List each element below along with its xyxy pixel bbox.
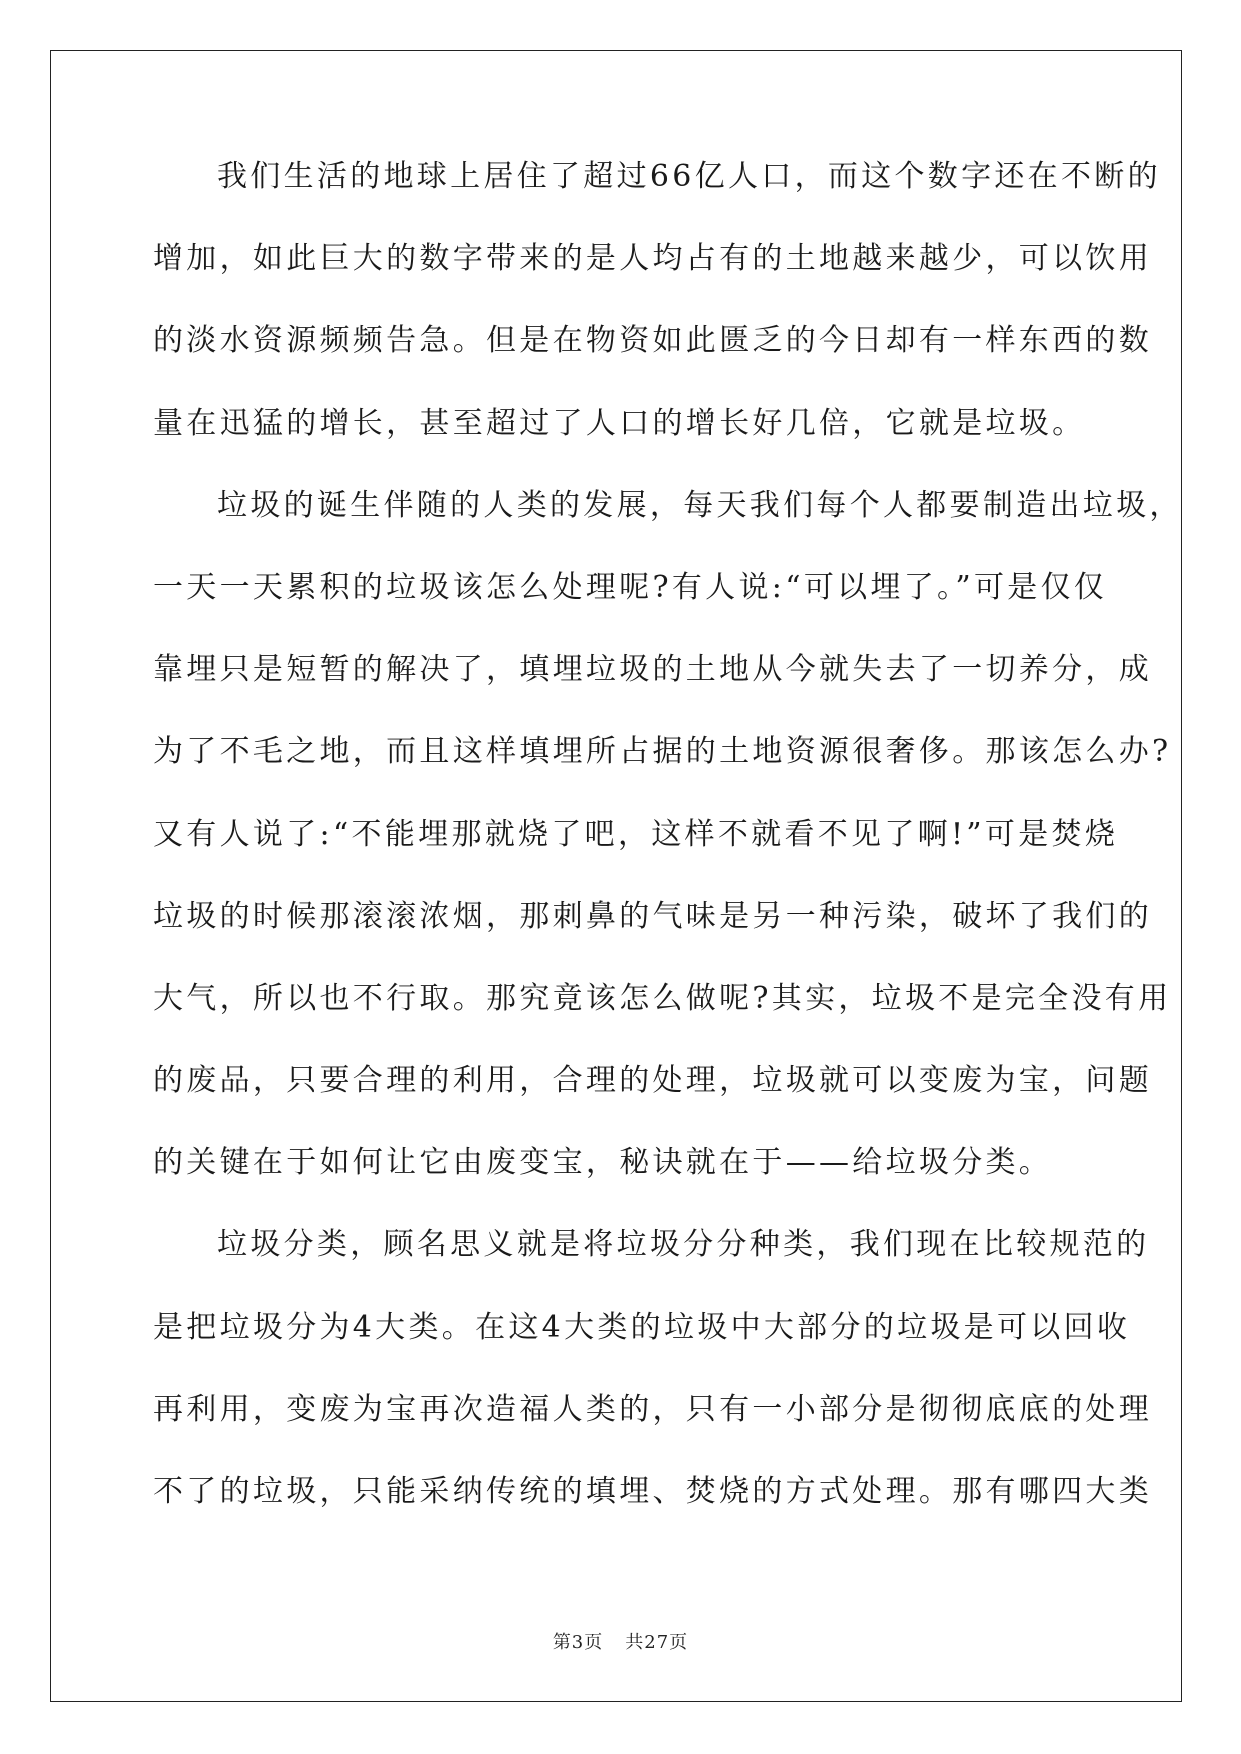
page-total: 共27页 bbox=[625, 1632, 689, 1653]
text-line: 垃圾的诞生伴随的人类的发展，每天我们每个人都要制造出垃圾， bbox=[217, 487, 1183, 523]
text-line: 不了的垃圾，只能采纳传统的填埋、焚烧的方式处理。那有哪四大类 bbox=[153, 1474, 1152, 1509]
text-line: 的废品，只要合理的利用，合理的处理，垃圾就可以变废为宝，问题 bbox=[153, 1063, 1152, 1099]
text-line: 为了不毛之地，而且这样填埋所占据的土地资源很奢侈。那该怎么办? bbox=[153, 734, 1172, 770]
text-line: 的淡水资源频频告急。但是在物资如此匮乏的今日却有一样东西的数 bbox=[153, 323, 1152, 359]
page-footer bbox=[0, 1628, 1241, 1654]
text-line: 量在迅猛的增长，甚至超过了人口的增长好几倍，它就是垃圾。 bbox=[153, 405, 1086, 441]
text-line: 垃圾分类，顾名思义就是将垃圾分分种类，我们现在比较规范的 bbox=[217, 1227, 1150, 1263]
text-line: 我们生活的地球上居住了超过66亿人口，而这个数字还在不断的 bbox=[217, 159, 1161, 194]
text-line: 又有人说了:“不能埋那就烧了吧，这样不就看不见了啊!”可是焚烧 bbox=[153, 816, 1119, 852]
text-line: 一天一天累积的垃圾该怎么处理呢?有人说:“可以埋了。”可是仅仅 bbox=[153, 569, 1108, 605]
text-line: 垃圾的时候那滚滚浓烟，那刺鼻的气味是另一种污染，破坏了我们的 bbox=[153, 898, 1152, 934]
text-line: 大气，所以也不行取。那究竟该怎么做呢?其实，垃圾不是完全没有用 bbox=[153, 980, 1172, 1016]
page-number: 第3页 bbox=[552, 1632, 604, 1653]
text-line: 再利用，变废为宝再次造福人类的，只有一小部分是彻彻底底的处理 bbox=[153, 1391, 1152, 1427]
text-line: 靠埋只是短暂的解决了，填埋垃圾的土地从今就失去了一切养分，成 bbox=[153, 652, 1152, 688]
text-line: 增加，如此巨大的数字带来的是人均占有的土地越来越少，可以饮用 bbox=[153, 241, 1152, 277]
document-body bbox=[153, 159, 1183, 1557]
text-line: 是把垃圾分为4大类。在这4大类的垃圾中大部分的垃圾是可以回收 bbox=[153, 1309, 1131, 1345]
text-line: 的关键在于如何让它由废变宝，秘诀就在于——给垃圾分类。 bbox=[153, 1145, 1053, 1181]
